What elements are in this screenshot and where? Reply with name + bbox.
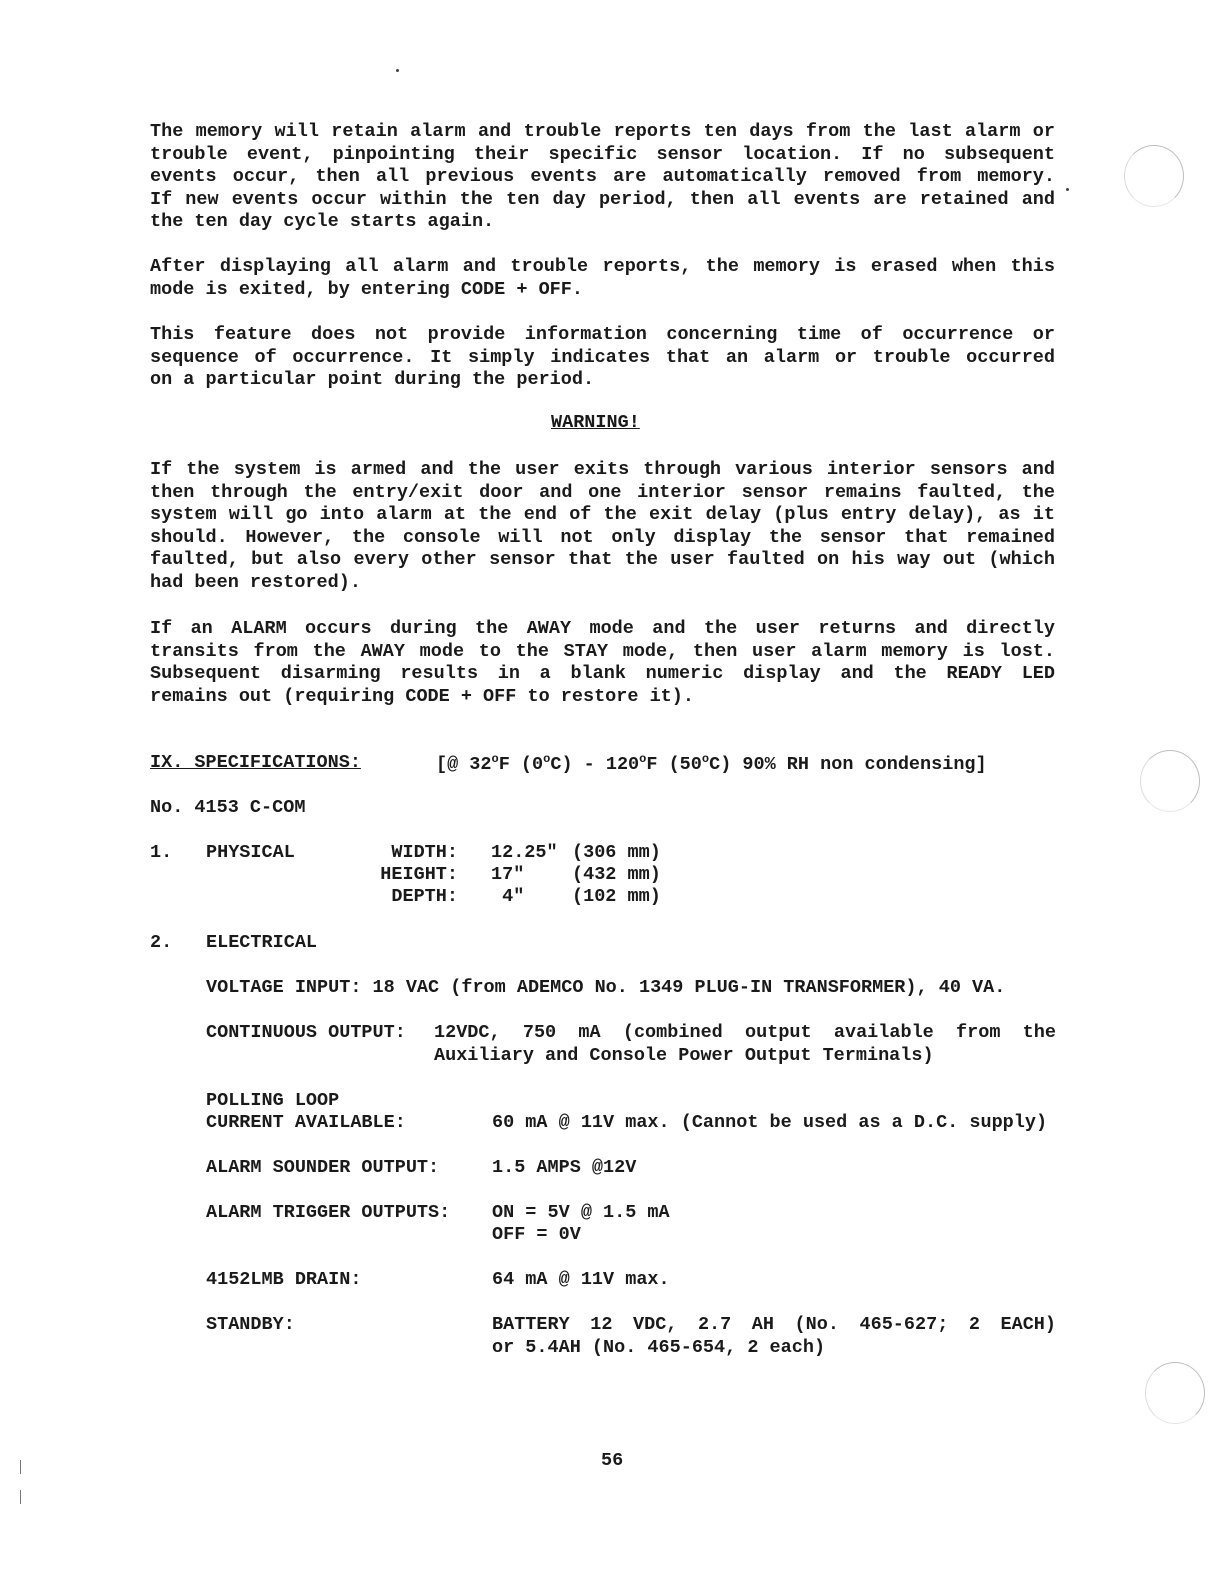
standby-label: STANDBY:	[206, 1314, 295, 1335]
physical-row: DEPTH:	[391, 886, 458, 907]
text-line: After displaying all alarm and trouble reports, the memory is erased when this	[150, 256, 1055, 277]
model-number: No. 4153 C-COM	[150, 797, 306, 818]
text-line: system will go into alarm at the end of the exit delay (plus entry delay), as it	[150, 504, 1055, 525]
degree-symbol: o	[639, 752, 647, 766]
conditions-text: F (50	[646, 754, 702, 775]
warning-paragraph	[150, 459, 1055, 594]
electrical-number: 2.	[150, 932, 173, 953]
text-line: sequence of occurrence. It simply indicates that an alarm or trouble occurred	[150, 346, 1055, 368]
continuous-output-value: Auxiliary and Console Power Output Terminals)	[434, 1045, 934, 1066]
memory-erase-paragraph	[150, 256, 1055, 301]
alarm-trigger-value: OFF = 0V	[492, 1224, 581, 1245]
voltage-input-spec: VOLTAGE INPUT: 18 VAC (from ADEMCO No. 1349 PLUG-IN TRANSFORMER), 40 VA.	[206, 977, 1006, 998]
scan-mark	[20, 1490, 21, 1504]
memory-retention-paragraph	[150, 121, 1055, 234]
degree-symbol: o	[543, 752, 551, 766]
degree-symbol: o	[491, 752, 499, 766]
text-line: transits from the AWAY mode to the STAY mode, then user alarm memory is lost.	[150, 640, 1055, 662]
text-line: trouble event, pinpointing their specific sensor location. If no subsequent	[150, 143, 1055, 165]
physical-value: 4"	[491, 886, 525, 907]
punch-hole-top	[1124, 145, 1184, 207]
warning-heading: WARNING!	[551, 412, 640, 433]
physical-value: 17"	[491, 864, 525, 885]
physical-metric: (102 mm)	[572, 886, 661, 907]
continuous-output-label: CONTINUOUS OUTPUT:	[206, 1022, 406, 1043]
physical-metric: (432 mm)	[572, 864, 661, 885]
conditions-text: C) - 120	[550, 754, 640, 775]
page-number: 56	[601, 1450, 624, 1471]
physical-label: PHYSICAL	[206, 842, 295, 863]
text-line: If an ALARM occurs during the AWAY mode and the user returns and directly	[150, 618, 1055, 639]
scan-speck	[396, 69, 399, 72]
text-line: on a particular point during the period.	[150, 369, 595, 390]
text-line: mode is exited, by entering CODE + OFF.	[150, 278, 583, 300]
conditions-text: [@ 32	[436, 754, 492, 775]
alarm-trigger-value: ON = 5V @ 1.5 mA	[492, 1202, 670, 1223]
alarm-sounder-value: 1.5 AMPS @12V	[492, 1157, 637, 1178]
physical-row: HEIGHT:	[380, 864, 458, 885]
current-available-value: 60 mA @ 11V max. (Cannot be used as a D.C. supply)	[492, 1112, 1048, 1133]
physical-number: 1.	[150, 842, 173, 863]
physical-value: 12.25"	[491, 842, 558, 863]
text-line: events occur, then all previous events are automatically removed from memory.	[150, 166, 1055, 187]
text-line: faulted, but also every other sensor that the user faulted on his way out (which	[150, 549, 1055, 570]
conditions-text: F (0	[498, 754, 544, 775]
text-line: had been restored).	[150, 571, 361, 593]
text-line: should. However, the console will not only display the sensor that remained	[150, 526, 1055, 548]
standby-value: or 5.4AH (No. 465-654, 2 each)	[492, 1337, 826, 1358]
text-line: then through the entry/exit door and one interior sensor remains faulted, the	[150, 481, 1055, 503]
current-available-label: CURRENT AVAILABLE:	[206, 1112, 406, 1133]
drain-value: 64 mA @ 11V max.	[492, 1269, 670, 1290]
text-line: If new events occur within the ten day period, then all events are retained and	[150, 188, 1055, 210]
polling-loop-label: POLLING LOOP	[206, 1090, 340, 1111]
electrical-label: ELECTRICAL	[206, 932, 318, 953]
scan-mark	[20, 1460, 21, 1474]
text-line: If the system is armed and the user exits through various interior sensors and	[150, 459, 1055, 480]
conditions-text: C) 90% RH non condensing]	[709, 754, 987, 775]
text-line: The memory will retain alarm and trouble reports ten days from the last alarm or	[150, 121, 1055, 142]
continuous-output-value: 12VDC, 750 mA (combined output available from the	[434, 1022, 1056, 1043]
environmental-conditions	[436, 752, 987, 775]
alarm-memory-paragraph	[150, 618, 1055, 708]
standby-value: BATTERY 12 VDC, 2.7 AH (No. 465-627; 2 EACH)	[492, 1314, 1056, 1335]
alarm-sounder-label: ALARM SOUNDER OUTPUT:	[206, 1157, 440, 1178]
text-line: remains out (requiring CODE + OFF to restore it).	[150, 685, 694, 707]
scan-speck	[1066, 188, 1069, 191]
degree-symbol: o	[701, 752, 710, 766]
specifications-heading: IX. SPECIFICATIONS:	[150, 752, 361, 773]
punch-hole-middle	[1140, 750, 1200, 812]
text-line: Subsequent disarming results in a blank numeric display and the READY LED	[150, 663, 1055, 684]
physical-row: WIDTH:	[391, 842, 458, 863]
alarm-trigger-label: ALARM TRIGGER OUTPUTS:	[206, 1202, 451, 1223]
text-line: the ten day cycle starts again.	[150, 211, 495, 232]
text-line: This feature does not provide information concerning time of occurrence or	[150, 324, 1055, 345]
punch-hole-bottom	[1145, 1362, 1205, 1424]
drain-label: 4152LMB DRAIN:	[206, 1269, 362, 1290]
feature-limitation-paragraph	[150, 324, 1055, 392]
physical-metric: (306 mm)	[572, 842, 661, 863]
